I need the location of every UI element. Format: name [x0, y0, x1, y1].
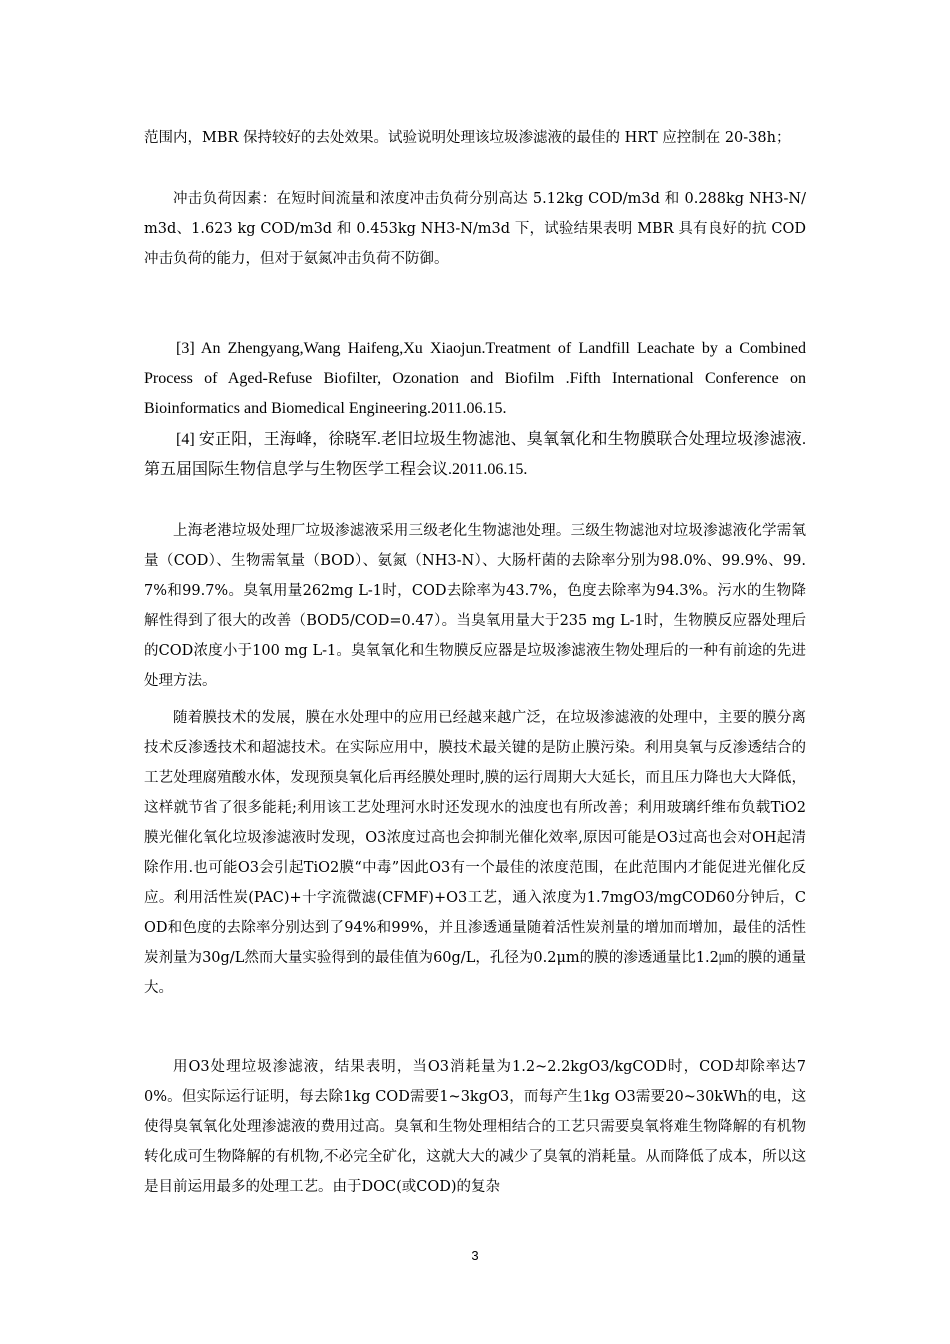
- paragraph-laogang-treatment: 上海老港垃圾处理厂垃圾渗滤液采用三级老化生物滤池处理。三级生物滤池对垃圾渗滤液化学需氧量（COD）、生物需氧量（BOD）、氨氮（NH3-N）、大肠杆菌的去除率分别为98.0%、99.9%、99.7%和99.7%。臭氧用量262mg L-1时，COD去除率为43.7%，色度去除率为94.3%。污水的生物降解性得到了很大的改善（BOD5/COD=0.47）。当臭氧用量大于235 mg L-1时，生物膜反应器处理后的COD浓度小于100 mg L-1。臭氧氧化和生物膜反应器是垃圾渗滤液生物处理后的一种有前途的先进处理方法。: [144, 523, 806, 689]
- page-number: 3: [471, 1248, 479, 1263]
- reference-3: [3] An Zhengyang,Wang Haifeng,Xu Xiaojun.Treatment of Landfill Leachate by a Combined Process of Aged-Refuse Biofilter, Ozonation and Biofilm .Fifth International Conference on Bioinformatics and Biomedical Engineering.2011.06.15.: [144, 340, 806, 417]
- paragraph-ozone-treatment: 用O3处理垃圾渗滤液，结果表明，当O3消耗量为1.2~2.2kgO3/kgCOD时，COD却除率达70%。但实际运行证明，每去除1kg COD需要1~3kgO3，而每产生1kg O3需要20~30kWh的电，这使得臭氧氧化处理渗滤液的费用过高。臭氧和生物处理相结合的工艺只需要臭氧将难生物降解的有机物转化成可生物降解的有机物,不必完全矿化，这就大大的减少了臭氧的消耗量。从而降低了成本，所以这是目前运用最多的处理工艺。由于DOC(或COD)的复杂: [144, 1059, 806, 1195]
- reference-4: [4] 安正阳，王海峰，徐晓军.老旧垃圾生物滤池、臭氧氧化和生物膜联合处理垃圾渗滤液.第五届国际生物信息学与生物医学工程会议.2011.06.15.: [144, 431, 806, 478]
- paragraph-shock-load: 冲击负荷因素：在短时间流量和浓度冲击负荷分别高达 5.12kg COD/m3d 和 0.288kg NH3-N/m3d、1.623 kg COD/m3d 和 0.453kg NH3-N/m3d 下，试验结果表明 MBR 具有良好的抗 COD 冲击负荷的能力，但对于氨氮冲击负荷不防御。: [144, 191, 806, 267]
- paragraph-mbr-result: 范围内，MBR 保持较好的去处效果。试验说明处理该垃圾渗滤液的最佳的 HRT 应控制在 20-38h；: [144, 130, 791, 146]
- paragraph-membrane-technology: 随着膜技术的发展，膜在水处理中的应用已经越来越广泛，在垃圾渗滤液的处理中，主要的膜分离技术反渗透技术和超滤技术。在实际应用中，膜技术最关键的是防止膜污染。利用臭氧与反渗透结合的工艺处理腐殖酸水体，发现预臭氧化后再经膜处理时,膜的运行周期大大延长，而且压力降也大大降低，这样就节省了很多能耗;利用该工艺处理河水时还发现水的浊度也有所改善；利用玻璃纤维布负载TiO2膜光催化氧化垃圾渗滤液时发现，O3浓度过高也会抑制光催化效率,原因可能是O3过高也会对OH起清除作用.也可能O3会引起TiO2膜“中毒”因此O3有一个最佳的浓度范围，在此范围内才能促进光催化反应。利用活性炭(PAC)+十字流微滤(CFMF)+O3工艺，通入浓度为1.7mgO3/mgCOD60分钟后，COD和色度的去除率分别达到了94%和99%，并且渗透通量随着活性炭剂量的增加而增加，最佳的活性炭剂量为30g/L然而大量实验得到的最佳值为60g/L，孔径为0.2μm的膜的渗透通量比1.2㎛的膜的通量大。: [144, 710, 806, 996]
